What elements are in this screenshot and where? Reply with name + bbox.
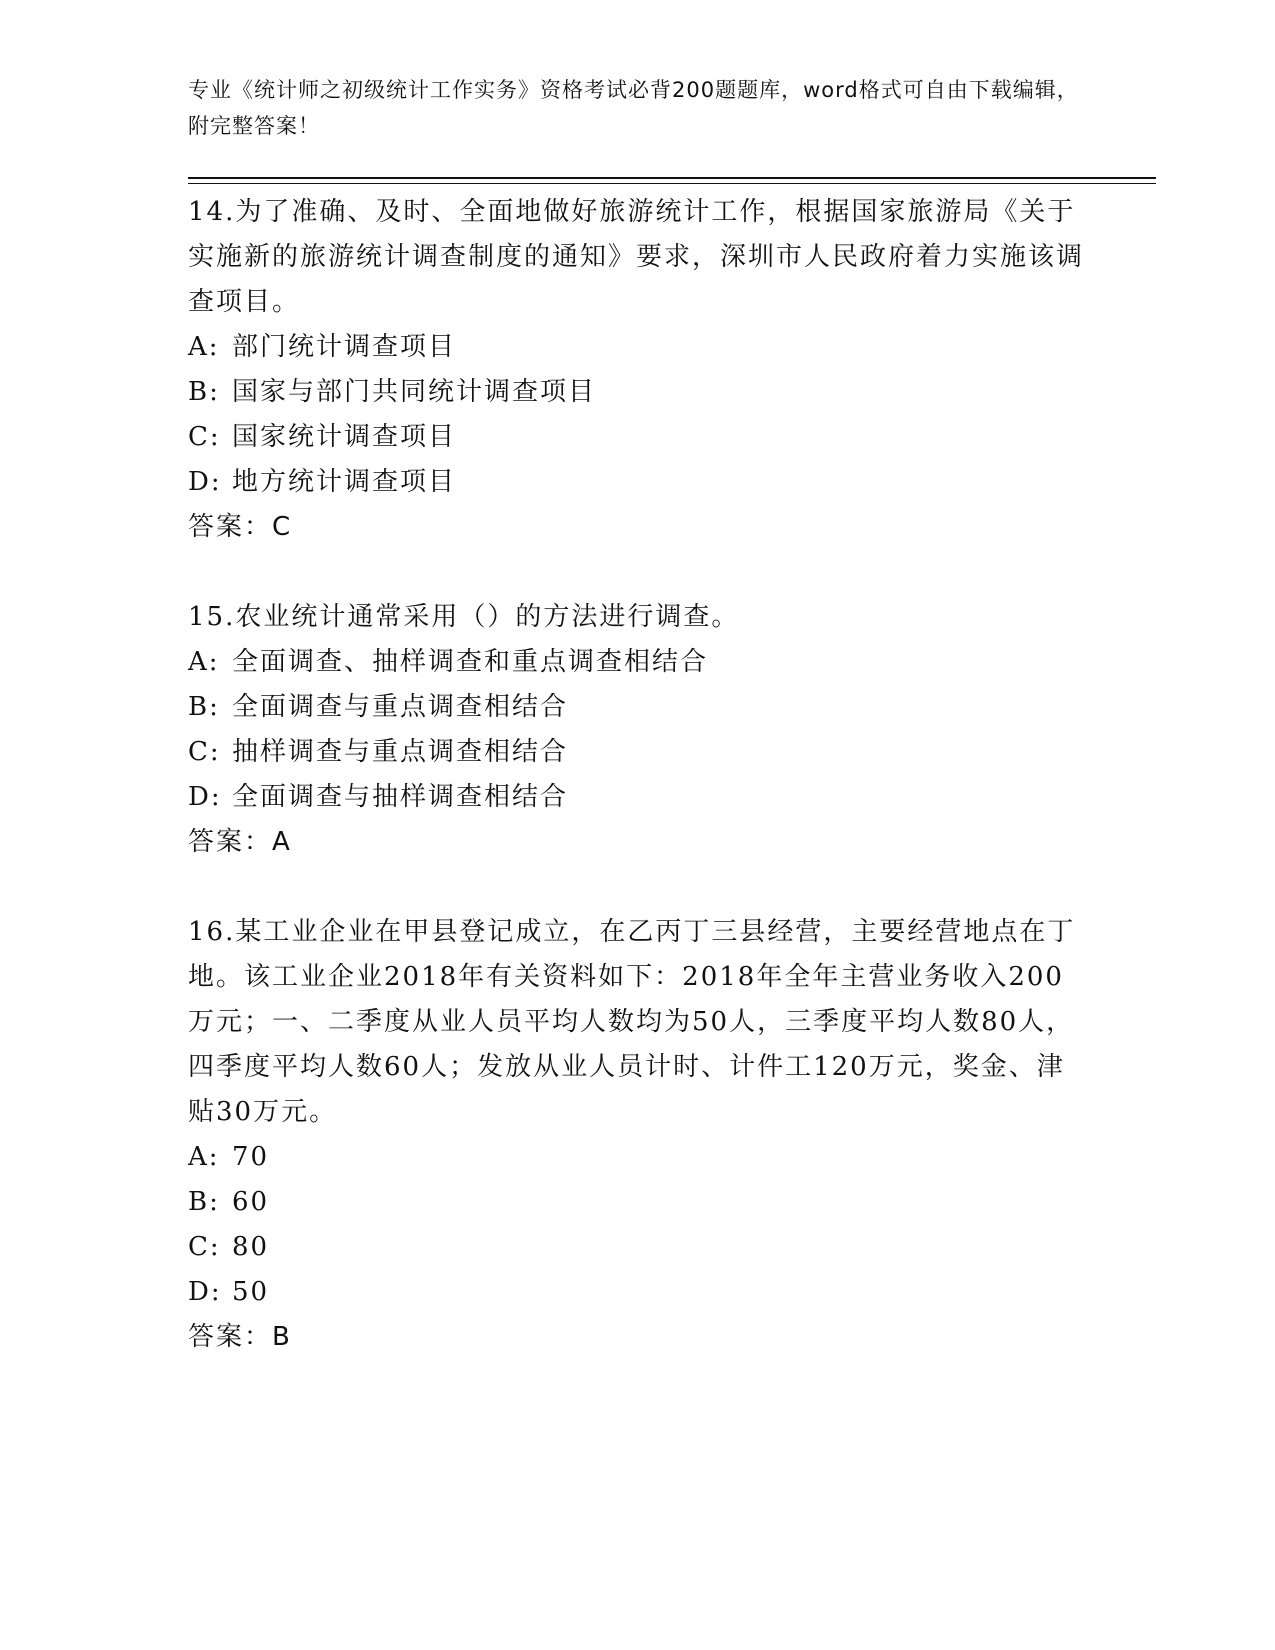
option-text: 50 bbox=[232, 1277, 270, 1307]
option-letter: D: bbox=[188, 782, 222, 812]
answer-line: 答案：C bbox=[188, 512, 293, 542]
answer-line: 答案：B bbox=[188, 1322, 292, 1352]
option-text: 全面调查、抽样调查和重点调查相结合 bbox=[232, 647, 709, 677]
question-stem: 14.为了准确、及时、全面地做好旅游统计工作，根据国家旅游局《关于实施新的旅游统计调查制度的通知》要求，深圳市人民政府着力实施该调查项目。 bbox=[188, 197, 1085, 317]
option-c bbox=[188, 415, 1088, 460]
option-b bbox=[188, 370, 1088, 415]
header-divider-thick bbox=[188, 177, 1156, 179]
option-d bbox=[188, 1270, 1088, 1315]
option-text: 70 bbox=[232, 1142, 270, 1172]
option-letter: B: bbox=[188, 692, 220, 722]
option-text: 全面调查与重点调查相结合 bbox=[232, 692, 569, 722]
option-a bbox=[188, 325, 1088, 370]
option-letter: B: bbox=[188, 377, 220, 407]
option-letter: A: bbox=[188, 332, 220, 362]
option-letter: C: bbox=[188, 1232, 221, 1262]
option-b bbox=[188, 685, 1088, 730]
option-letter: A: bbox=[188, 647, 220, 677]
option-letter: B: bbox=[188, 1187, 220, 1217]
option-c bbox=[188, 1225, 1088, 1270]
option-letter: D: bbox=[188, 467, 222, 497]
option-text: 国家统计调查项目 bbox=[232, 422, 457, 452]
question-16 bbox=[188, 910, 1088, 1360]
option-letter: D: bbox=[188, 1277, 222, 1307]
answer-line: 答案：A bbox=[188, 827, 292, 857]
question-15 bbox=[188, 595, 1088, 865]
question-14 bbox=[188, 190, 1088, 550]
option-c bbox=[188, 730, 1088, 775]
option-text: 60 bbox=[232, 1187, 270, 1217]
question-spacer bbox=[188, 550, 1088, 595]
option-d bbox=[188, 775, 1088, 820]
option-a bbox=[188, 640, 1088, 685]
header-divider-thin bbox=[188, 183, 1156, 184]
option-a bbox=[188, 1135, 1088, 1180]
option-d bbox=[188, 460, 1088, 505]
question-list bbox=[188, 190, 1088, 1360]
option-text: 抽样调查与重点调查相结合 bbox=[232, 737, 569, 767]
question-stem: 15.农业统计通常采用（）的方法进行调查。 bbox=[188, 602, 740, 632]
question-stem: 16.某工业企业在甲县登记成立，在乙丙丁三县经营，主要经营地点在丁地。该工业企业2018年有关资料如下：2018年全年主营业务收入200万元；一、二季度从业人员平均人数均为50人，三季度平均人数80人，四季度平均人数60人；发放从业人员计时、计件工120万元，奖金、津贴30万元。 bbox=[188, 917, 1076, 1127]
option-text: 地方统计调查项目 bbox=[232, 467, 457, 497]
option-text: 80 bbox=[232, 1232, 270, 1262]
option-text: 全面调查与抽样调查相结合 bbox=[232, 782, 569, 812]
option-text: 部门统计调查项目 bbox=[232, 332, 457, 362]
option-text: 国家与部门共同统计调查项目 bbox=[232, 377, 597, 407]
option-letter: C: bbox=[188, 737, 221, 767]
option-letter: A: bbox=[188, 1142, 220, 1172]
option-letter: C: bbox=[188, 422, 221, 452]
option-b bbox=[188, 1180, 1088, 1225]
question-spacer bbox=[188, 865, 1088, 910]
document-header: 专业《统计师之初级统计工作实务》资格考试必背200题题库，word格式可自由下载编辑，附完整答案！ bbox=[188, 78, 1079, 138]
